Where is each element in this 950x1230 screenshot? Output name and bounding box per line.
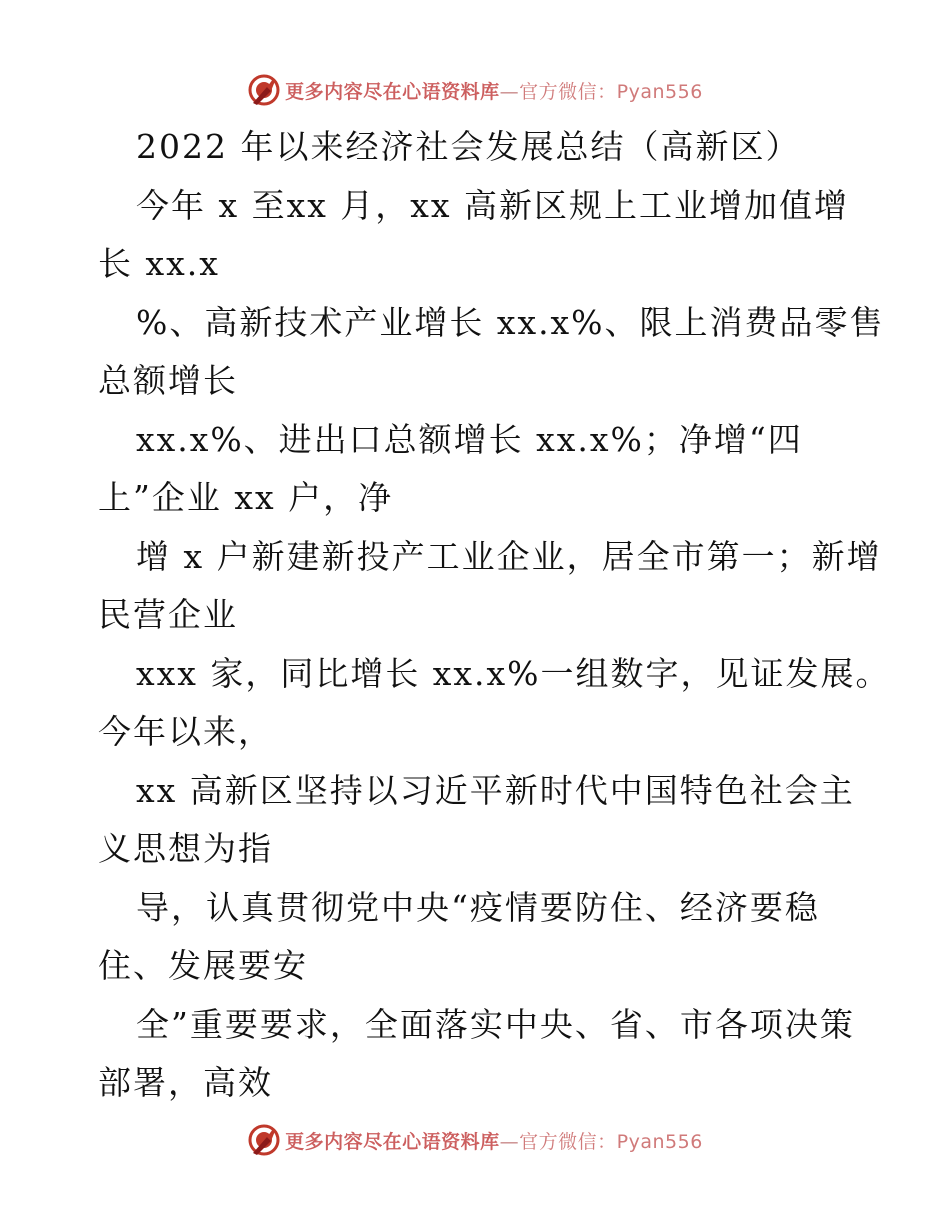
watermark-brand: 更多内容尽在心语资料库 xyxy=(285,1130,500,1153)
text-line: 部署，高效 xyxy=(98,1063,273,1102)
watermark-text xyxy=(285,1127,703,1154)
watermark-wechat: 官方微信：Pyan556 xyxy=(519,1130,703,1153)
watermark-dash: — xyxy=(499,80,520,103)
watermark-dash: — xyxy=(499,1130,520,1153)
watermark-brand: 更多内容尽在心语资料库 xyxy=(285,80,500,103)
text-line: 今年以来， xyxy=(98,712,273,751)
text-line: 2022 年以来经济社会发展总结（高新区） xyxy=(136,127,801,166)
text-line: xxx 家，同比增长 xx.x%一组数字，见证发展。 xyxy=(136,653,891,693)
text-line: 义思想为指 xyxy=(98,829,273,868)
watermark-text xyxy=(285,77,703,104)
text-line: 民营企业 xyxy=(98,595,238,634)
text-line: xx.x%、进出口总额增长 xx.x%；净增“四 xyxy=(136,419,803,459)
text-line: 总额增长 xyxy=(98,361,238,400)
pen-logo-icon xyxy=(247,1123,281,1157)
text-line: 今年 x 至xx 月，xx 高新区规上工业增加值增 xyxy=(136,185,850,225)
text-line: xx 高新区坚持以习近平新时代中国特色社会主 xyxy=(136,770,855,810)
watermark-wechat: 官方微信：Pyan556 xyxy=(519,80,703,103)
pen-logo-icon xyxy=(247,73,281,107)
text-line: 导，认真贯彻党中央“疫情要防住、经济要稳 xyxy=(136,887,820,927)
text-line: 住、发展要安 xyxy=(98,946,308,985)
text-line: 长 xx.x xyxy=(98,244,220,283)
header-watermark xyxy=(0,70,950,110)
text-line: 全”重要要求，全面落实中央、省、市各项决策 xyxy=(136,1004,855,1044)
text-line: %、高新技术产业增长 xx.x%、限上消费品零售 xyxy=(136,302,885,342)
footer-watermark xyxy=(0,1120,950,1160)
document-body xyxy=(98,118,891,1113)
text-line: 上”企业 xx 户，净 xyxy=(98,478,394,517)
text-line: 增 x 户新建新投产工业企业，居全市第一；新增 xyxy=(136,536,882,576)
